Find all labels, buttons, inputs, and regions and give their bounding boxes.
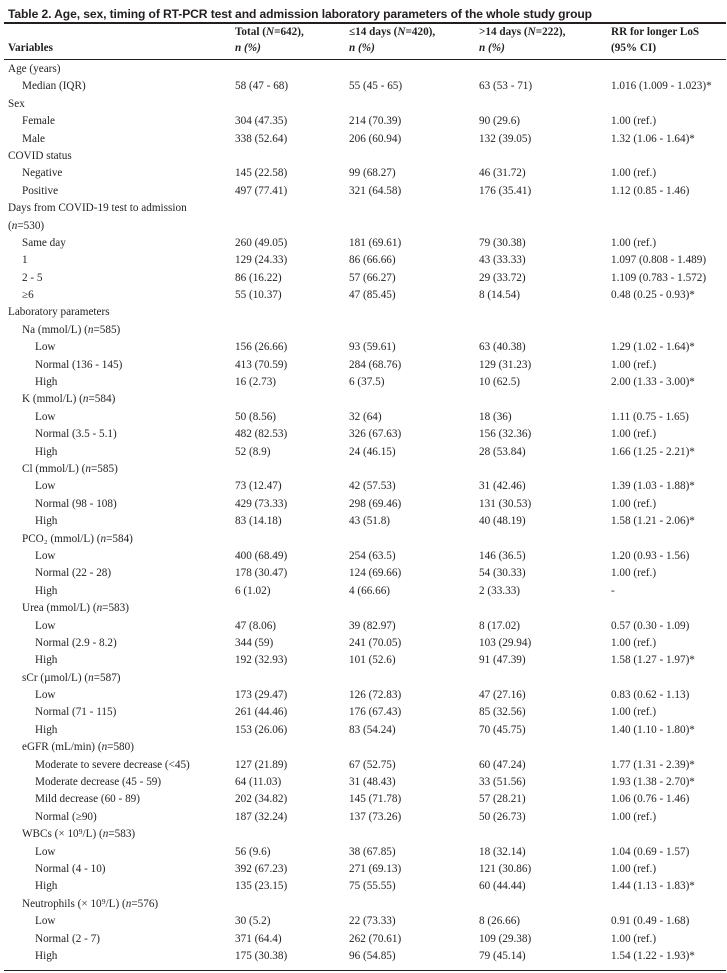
- row-label: eGFR (mL/min) (n=580): [22, 741, 134, 754]
- row-label: Male: [22, 132, 45, 145]
- cell-le14: 145 (71.78): [349, 793, 402, 806]
- cell-gt14: 31 (42.46): [479, 480, 526, 493]
- cell-gt14: 33 (51.56): [479, 776, 526, 789]
- cell-total: 86 (16.22): [235, 271, 282, 284]
- row-label: Laboratory parameters: [8, 306, 110, 319]
- cell-rr: 1.20 (0.93 - 1.56): [611, 549, 690, 562]
- table-row: [0, 930, 727, 947]
- cell-gt14: 146 (36.5): [479, 549, 526, 562]
- header-le14-title: ≤14 days (N=420),: [349, 26, 436, 38]
- cell-gt14: 90 (29.6): [479, 115, 521, 128]
- cell-total: 413 (70.59): [235, 358, 288, 371]
- cell-rr: 1.016 (1.009 - 1.023)*: [611, 80, 712, 93]
- cell-total: 371 (64.4): [235, 932, 282, 945]
- cell-le14: 176 (67.43): [349, 706, 402, 719]
- cell-le14: 93 (59.61): [349, 341, 396, 354]
- table-row: [0, 738, 727, 755]
- table-row: [0, 60, 727, 77]
- table-row: [0, 669, 727, 686]
- row-label: Median (IQR): [22, 80, 86, 93]
- table-row: [0, 112, 727, 129]
- cell-gt14: 10 (62.5): [479, 376, 521, 389]
- cell-le14: 4 (66.66): [349, 584, 391, 597]
- table-row: [0, 530, 727, 547]
- cell-total: 64 (11.03): [235, 776, 282, 789]
- row-label: Cl (mmol/L) (n=585): [22, 462, 118, 475]
- table-row: [0, 756, 727, 773]
- table-row: [0, 686, 727, 703]
- cell-le14: 298 (69.46): [349, 497, 402, 510]
- row-label: High: [35, 880, 58, 893]
- cell-total: 429 (73.33): [235, 497, 288, 510]
- row-label: Normal (4 - 10): [35, 862, 106, 875]
- table-row: [0, 269, 727, 286]
- table-row: [0, 843, 727, 860]
- cell-total: 56 (9.6): [235, 845, 271, 858]
- cell-total: 6 (1.02): [235, 584, 271, 597]
- cell-total: 145 (22.58): [235, 167, 288, 180]
- row-label: Sex: [8, 97, 25, 110]
- row-label: 1: [22, 254, 28, 267]
- cell-total: 392 (67.23): [235, 862, 288, 875]
- header-le14-unit: n (%): [349, 42, 375, 54]
- cell-le14: 75 (55.55): [349, 880, 396, 893]
- row-label: Low: [35, 480, 56, 493]
- cell-gt14: 103 (29.94): [479, 636, 532, 649]
- table-row: [0, 356, 727, 373]
- cell-le14: 39 (82.97): [349, 619, 396, 632]
- cell-total: 187 (32.24): [235, 810, 288, 823]
- cell-total: 129 (24.33): [235, 254, 288, 267]
- cell-le14: 67 (52.75): [349, 758, 396, 771]
- row-label: Mild decrease (60 - 89): [35, 793, 140, 806]
- table-row: [0, 895, 727, 912]
- cell-gt14: 8 (17.02): [479, 619, 521, 632]
- row-label: Normal (22 - 28): [35, 567, 112, 580]
- cell-le14: 47 (85.45): [349, 289, 396, 302]
- cell-rr: 1.00 (ref.): [611, 862, 657, 875]
- header-total-unit: n (%): [235, 42, 261, 54]
- cell-gt14: 50 (26.73): [479, 810, 526, 823]
- row-label: COVID status: [8, 149, 72, 162]
- table-row: [0, 547, 727, 564]
- row-label: Normal (≥90): [35, 810, 97, 823]
- row-label: Normal (2.9 - 8.2): [35, 636, 117, 649]
- cell-rr: 1.00 (ref.): [611, 636, 657, 649]
- row-label: Urea (mmol/L) (n=583): [22, 602, 129, 615]
- cell-gt14: 70 (45.75): [479, 723, 526, 736]
- cell-gt14: 18 (36): [479, 410, 512, 423]
- cell-rr: 1.40 (1.10 - 1.80)*: [611, 723, 695, 736]
- row-label: (n=530): [8, 219, 45, 232]
- cell-le14: 284 (68.76): [349, 358, 402, 371]
- cell-le14: 126 (72.83): [349, 689, 402, 702]
- table-row: [0, 390, 727, 407]
- cell-total: 52 (8.9): [235, 445, 271, 458]
- cell-gt14: 85 (32.56): [479, 706, 526, 719]
- cell-gt14: 2 (33.33): [479, 584, 521, 597]
- cell-gt14: 60 (47.24): [479, 758, 526, 771]
- row-label: Same day: [22, 236, 66, 249]
- cell-gt14: 54 (30.33): [479, 567, 526, 580]
- row-label: Days from COVID-19 test to admission: [8, 202, 187, 215]
- header-total-title: Total (N=642),: [235, 26, 304, 38]
- cell-gt14: 131 (30.53): [479, 497, 532, 510]
- cell-rr: 1.54 (1.22 - 1.93)*: [611, 949, 695, 962]
- cell-le14: 6 (37.5): [349, 376, 385, 389]
- cell-gt14: 8 (14.54): [479, 289, 521, 302]
- table-row: [0, 425, 727, 442]
- row-label: Low: [35, 915, 56, 928]
- row-label: Normal (3.5 - 5.1): [35, 428, 117, 441]
- table-row: [0, 95, 727, 112]
- cell-rr: 1.58 (1.27 - 1.97)*: [611, 654, 695, 667]
- cell-gt14: 129 (31.23): [479, 358, 532, 371]
- table-row: [0, 703, 727, 720]
- cell-total: 135 (23.15): [235, 880, 288, 893]
- cell-rr: 1.00 (ref.): [611, 167, 657, 180]
- cell-le14: 321 (64.58): [349, 184, 402, 197]
- cell-le14: 124 (69.66): [349, 567, 402, 580]
- cell-rr: 1.32 (1.06 - 1.64)*: [611, 132, 695, 145]
- cell-le14: 42 (57.53): [349, 480, 396, 493]
- header-rr: [611, 24, 699, 56]
- row-label: K (mmol/L) (n=584): [22, 393, 116, 406]
- table-row: [0, 147, 727, 164]
- header-gt14-title: >14 days (N=222),: [479, 26, 566, 38]
- row-label: Low: [35, 410, 56, 423]
- cell-gt14: 132 (39.05): [479, 132, 532, 145]
- table-row: [0, 338, 727, 355]
- table-row: [0, 634, 727, 651]
- cell-gt14: 156 (32.36): [479, 428, 532, 441]
- cell-rr: 0.83 (0.62 - 1.13): [611, 689, 690, 702]
- cell-rr: 0.91 (0.49 - 1.68): [611, 915, 690, 928]
- cell-gt14: 47 (27.16): [479, 689, 526, 702]
- table-row: [0, 199, 727, 216]
- row-label: Negative: [22, 167, 63, 180]
- cell-le14: 241 (70.05): [349, 636, 402, 649]
- table-row: [0, 721, 727, 738]
- cell-total: 50 (8.56): [235, 410, 277, 423]
- cell-rr: 1.11 (0.75 - 1.65): [611, 410, 689, 423]
- row-label: Normal (71 - 115): [35, 706, 117, 719]
- cell-rr: 1.00 (ref.): [611, 236, 657, 249]
- row-label: Normal (2 - 7): [35, 932, 100, 945]
- table-row: [0, 303, 727, 320]
- table-row: [0, 773, 727, 790]
- cell-rr: 1.00 (ref.): [611, 428, 657, 441]
- cell-total: 55 (10.37): [235, 289, 282, 302]
- cell-le14: 43 (51.8): [349, 515, 391, 528]
- cell-rr: 0.48 (0.25 - 0.93)*: [611, 289, 695, 302]
- cell-rr: 1.00 (ref.): [611, 567, 657, 580]
- table-row: [0, 77, 727, 94]
- cell-rr: 1.44 (1.13 - 1.83)*: [611, 880, 695, 893]
- cell-total: 482 (82.53): [235, 428, 288, 441]
- cell-total: 497 (77.41): [235, 184, 288, 197]
- cell-le14: 101 (52.6): [349, 654, 396, 667]
- row-label: Age (years): [8, 63, 61, 75]
- table-row: [0, 443, 727, 460]
- cell-total: 153 (26.06): [235, 723, 288, 736]
- cell-gt14: 40 (48.19): [479, 515, 526, 528]
- header-total: [235, 24, 304, 56]
- cell-total: 202 (34.82): [235, 793, 288, 806]
- cell-rr: 1.00 (ref.): [611, 497, 657, 510]
- cell-rr: 1.00 (ref.): [611, 706, 657, 719]
- row-label: Neutrophils (× 10⁹/L) (n=576): [22, 897, 159, 910]
- cell-gt14: 43 (33.33): [479, 254, 526, 267]
- table-row: [0, 182, 727, 199]
- table-caption: Table 2. Age, sex, timing of RT-PCR test and admission laboratory parameters of the whole study group: [8, 7, 592, 21]
- cell-total: 58 (47 - 68): [235, 80, 289, 93]
- row-label: Low: [35, 845, 56, 858]
- cell-gt14: 121 (30.86): [479, 862, 532, 875]
- table-row: [0, 495, 727, 512]
- cell-gt14: 46 (31.72): [479, 167, 526, 180]
- cell-rr: 1.39 (1.03 - 1.88)*: [611, 480, 695, 493]
- cell-gt14: 79 (30.38): [479, 236, 526, 249]
- cell-le14: 271 (69.13): [349, 862, 402, 875]
- row-label: WBCs (× 10⁹/L) (n=583): [22, 828, 136, 841]
- row-label: Female: [22, 115, 55, 128]
- row-label: 2 - 5: [22, 271, 43, 284]
- table-row: [0, 877, 727, 894]
- table-row: [0, 825, 727, 842]
- cell-le14: 137 (73.26): [349, 810, 402, 823]
- cell-rr: 1.29 (1.02 - 1.64)*: [611, 341, 695, 354]
- table-body: [0, 60, 727, 964]
- table-row: [0, 912, 727, 929]
- cell-rr: 1.93 (1.38 - 2.70)*: [611, 776, 695, 789]
- row-label: Low: [35, 341, 56, 354]
- cell-gt14: 176 (35.41): [479, 184, 532, 197]
- cell-rr: 1.04 (0.69 - 1.57): [611, 845, 690, 858]
- cell-rr: 1.58 (1.21 - 2.06)*: [611, 515, 695, 528]
- cell-total: 47 (8.06): [235, 619, 277, 632]
- row-label: sCr (µmol/L) (n=587): [22, 671, 121, 684]
- row-label: Low: [35, 619, 56, 632]
- cell-rr: 1.00 (ref.): [611, 810, 657, 823]
- table-row: [0, 512, 727, 529]
- cell-total: 178 (30.47): [235, 567, 288, 580]
- cell-total: 173 (29.47): [235, 689, 288, 702]
- row-label: Moderate to severe decrease (<45): [35, 758, 190, 771]
- cell-le14: 214 (70.39): [349, 115, 402, 128]
- table-row: [0, 408, 727, 425]
- row-label: Normal (98 - 108): [35, 497, 117, 510]
- table-row: [0, 130, 727, 147]
- cell-le14: 326 (67.63): [349, 428, 402, 441]
- table-row: [0, 217, 727, 234]
- row-label: High: [35, 654, 58, 667]
- cell-le14: 57 (66.27): [349, 271, 396, 284]
- row-label: High: [35, 515, 58, 528]
- header-le14: [349, 24, 435, 56]
- row-label: Na (mmol/L) (n=585): [22, 323, 121, 336]
- row-label: High: [35, 723, 58, 736]
- cell-le14: 181 (69.61): [349, 236, 402, 249]
- row-label: High: [35, 949, 58, 962]
- header-rr-ci: (95% CI): [611, 42, 657, 54]
- row-label: Low: [35, 689, 56, 702]
- cell-gt14: 79 (45.14): [479, 949, 526, 962]
- table-row: [0, 947, 727, 964]
- cell-le14: 96 (54.85): [349, 949, 396, 962]
- cell-total: 73 (12.47): [235, 480, 282, 493]
- cell-gt14: 60 (44.44): [479, 880, 526, 893]
- cell-total: 175 (30.38): [235, 949, 288, 962]
- row-label: High: [35, 584, 58, 597]
- table-row: [0, 477, 727, 494]
- cell-le14: 38 (67.85): [349, 845, 396, 858]
- cell-total: 16 (2.73): [235, 376, 277, 389]
- cell-rr: 2.00 (1.33 - 3.00)*: [611, 376, 695, 389]
- row-label: Low: [35, 549, 56, 562]
- row-label: Positive: [22, 184, 59, 197]
- table-row: [0, 651, 727, 668]
- cell-le14: 83 (54.24): [349, 723, 396, 736]
- cell-gt14: 57 (28.21): [479, 793, 526, 806]
- cell-rr: 1.097 (0.808 - 1.489): [611, 254, 707, 267]
- cell-rr: 1.00 (ref.): [611, 358, 657, 371]
- cell-gt14: 109 (29.38): [479, 932, 532, 945]
- cell-rr: 1.66 (1.25 - 2.21)*: [611, 445, 695, 458]
- cell-le14: 86 (66.66): [349, 254, 396, 267]
- table-row: [0, 373, 727, 390]
- cell-gt14: 8 (26.66): [479, 915, 521, 928]
- table-row: [0, 286, 727, 303]
- bottom-rule: [4, 970, 726, 971]
- cell-rr: 0.57 (0.30 - 1.09): [611, 619, 690, 632]
- cell-rr: 1.06 (0.76 - 1.46): [611, 793, 690, 806]
- header-gt14: [479, 24, 565, 56]
- cell-le14: 99 (68.27): [349, 167, 396, 180]
- cell-total: 344 (59): [235, 636, 274, 649]
- cell-rr: 1.00 (ref.): [611, 932, 657, 945]
- cell-gt14: 63 (53 - 71): [479, 80, 533, 93]
- header-rr-title: RR for longer LoS: [611, 26, 700, 38]
- cell-rr: 1.109 (0.783 - 1.572): [611, 271, 707, 284]
- cell-total: 156 (26.66): [235, 341, 288, 354]
- table-row: [0, 460, 727, 477]
- cell-gt14: 63 (40.38): [479, 341, 526, 354]
- table-row: [0, 582, 727, 599]
- table-row: [0, 251, 727, 268]
- cell-gt14: 91 (47.39): [479, 654, 526, 667]
- cell-gt14: 28 (53.84): [479, 445, 526, 458]
- cell-gt14: 18 (32.14): [479, 845, 526, 858]
- table-row: [0, 860, 727, 877]
- table-row: [0, 234, 727, 251]
- cell-gt14: 29 (33.72): [479, 271, 526, 284]
- cell-le14: 22 (73.33): [349, 915, 396, 928]
- cell-le14: 55 (45 - 65): [349, 80, 403, 93]
- row-label: Moderate decrease (45 - 59): [35, 776, 162, 789]
- table-row: [0, 321, 727, 338]
- cell-total: 30 (5.2): [235, 915, 271, 928]
- cell-le14: 31 (48.43): [349, 776, 396, 789]
- table-row: [0, 790, 727, 807]
- table-row: [0, 564, 727, 581]
- cell-rr: 1.77 (1.31 - 2.39)*: [611, 758, 695, 771]
- cell-rr: 1.00 (ref.): [611, 115, 657, 128]
- cell-rr: -: [611, 584, 615, 597]
- row-label: High: [35, 445, 58, 458]
- cell-le14: 24 (46.15): [349, 445, 396, 458]
- row-label: PCO₂ (mmol/L) (n=584): [22, 532, 133, 545]
- cell-total: 400 (68.49): [235, 549, 288, 562]
- cell-total: 261 (44.46): [235, 706, 288, 719]
- table-row: [0, 808, 727, 825]
- cell-le14: 206 (60.94): [349, 132, 402, 145]
- cell-total: 83 (14.18): [235, 515, 282, 528]
- cell-total: 192 (32.93): [235, 654, 288, 667]
- table-row: [0, 617, 727, 634]
- table-row: [0, 164, 727, 181]
- header-gt14-unit: n (%): [479, 42, 505, 54]
- row-label: ≥6: [22, 289, 34, 302]
- cell-le14: 262 (70.61): [349, 932, 402, 945]
- cell-le14: 32 (64): [349, 410, 382, 423]
- row-label: Normal (136 - 145): [35, 358, 123, 371]
- header-variables: Variables: [8, 42, 53, 54]
- cell-total: 338 (52.64): [235, 132, 288, 145]
- cell-rr: 1.12 (0.85 - 1.46): [611, 184, 690, 197]
- table-row: [0, 599, 727, 616]
- cell-le14: 254 (63.5): [349, 549, 396, 562]
- row-label: High: [35, 376, 58, 389]
- cell-total: 127 (21.89): [235, 758, 288, 771]
- cell-total: 260 (49.05): [235, 236, 288, 249]
- cell-total: 304 (47.35): [235, 115, 288, 128]
